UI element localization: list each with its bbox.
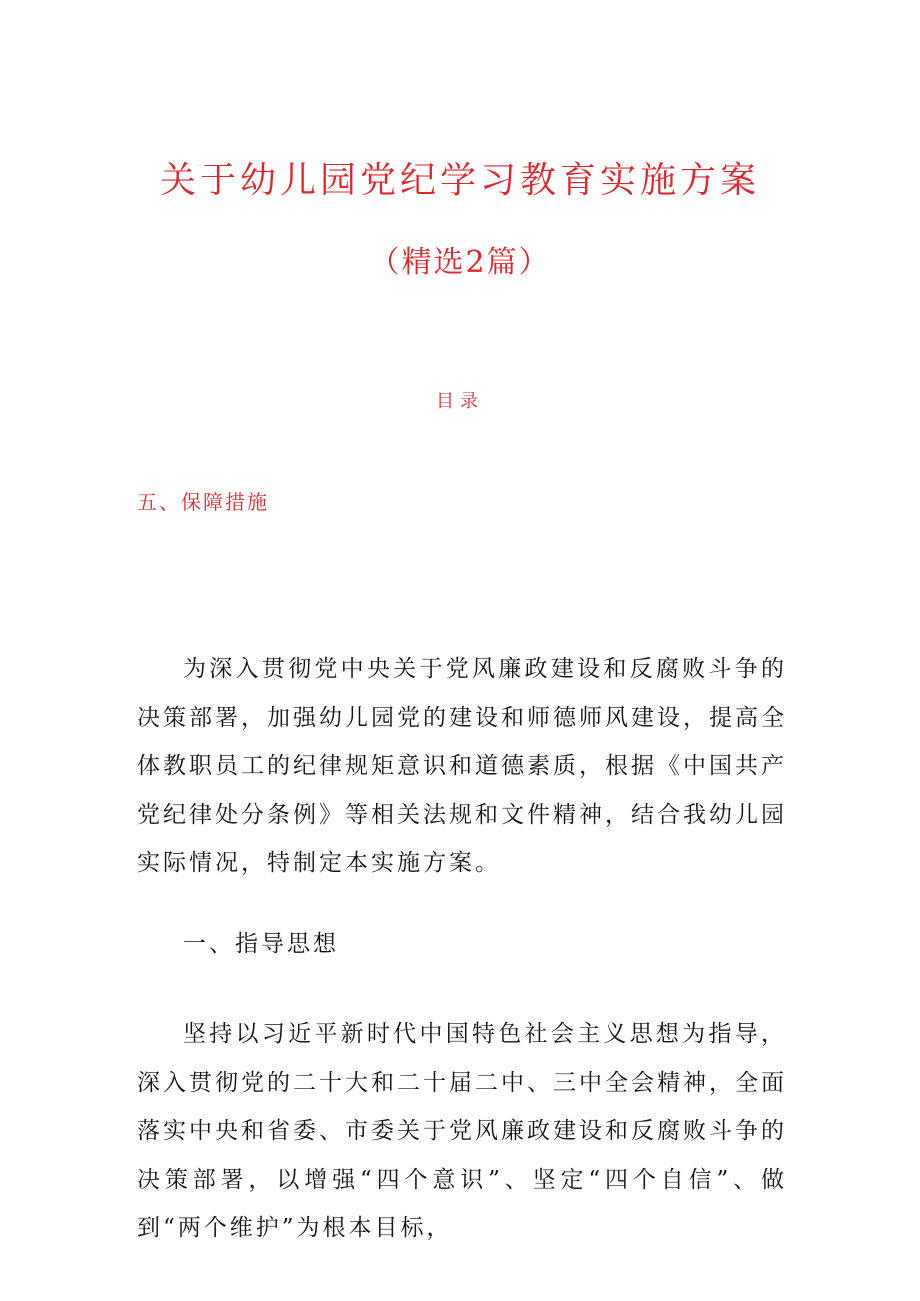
section-heading-guiding-ideology: 一、指导思想 [183, 931, 339, 957]
guiding-ideology-paragraph: 坚持以习近平新时代中国特色社会主义思想为指导，深入贯彻党的二十大和二十届二中、三中全会精神，全面落实中央和省委、市委关于党风廉政建设和反腐败斗争的决策部署，以增强“四个意识”、坚定“四个自信”、做到“两个维护”为根本目标， [137, 1021, 787, 1241]
toc-heading: 目录 [436, 391, 484, 412]
intro-paragraph: 为深入贯彻党中央关于党风廉政建设和反腐败斗争的决策部署，加强幼儿园党的建设和师德师风建设，提高全体教职员工的纪律规矩意识和道德素质，根据《中国共产党纪律处分条例》等相关法规和文件精神，结合我幼儿园实际情况，特制定本实施方案。 [137, 656, 787, 876]
document-title: 关于幼儿园党纪学习教育实施方案 [159, 160, 760, 201]
toc-item[interactable]: 五、保障措施 [137, 490, 269, 514]
document-subtitle: （精选2篇） [369, 245, 551, 280]
